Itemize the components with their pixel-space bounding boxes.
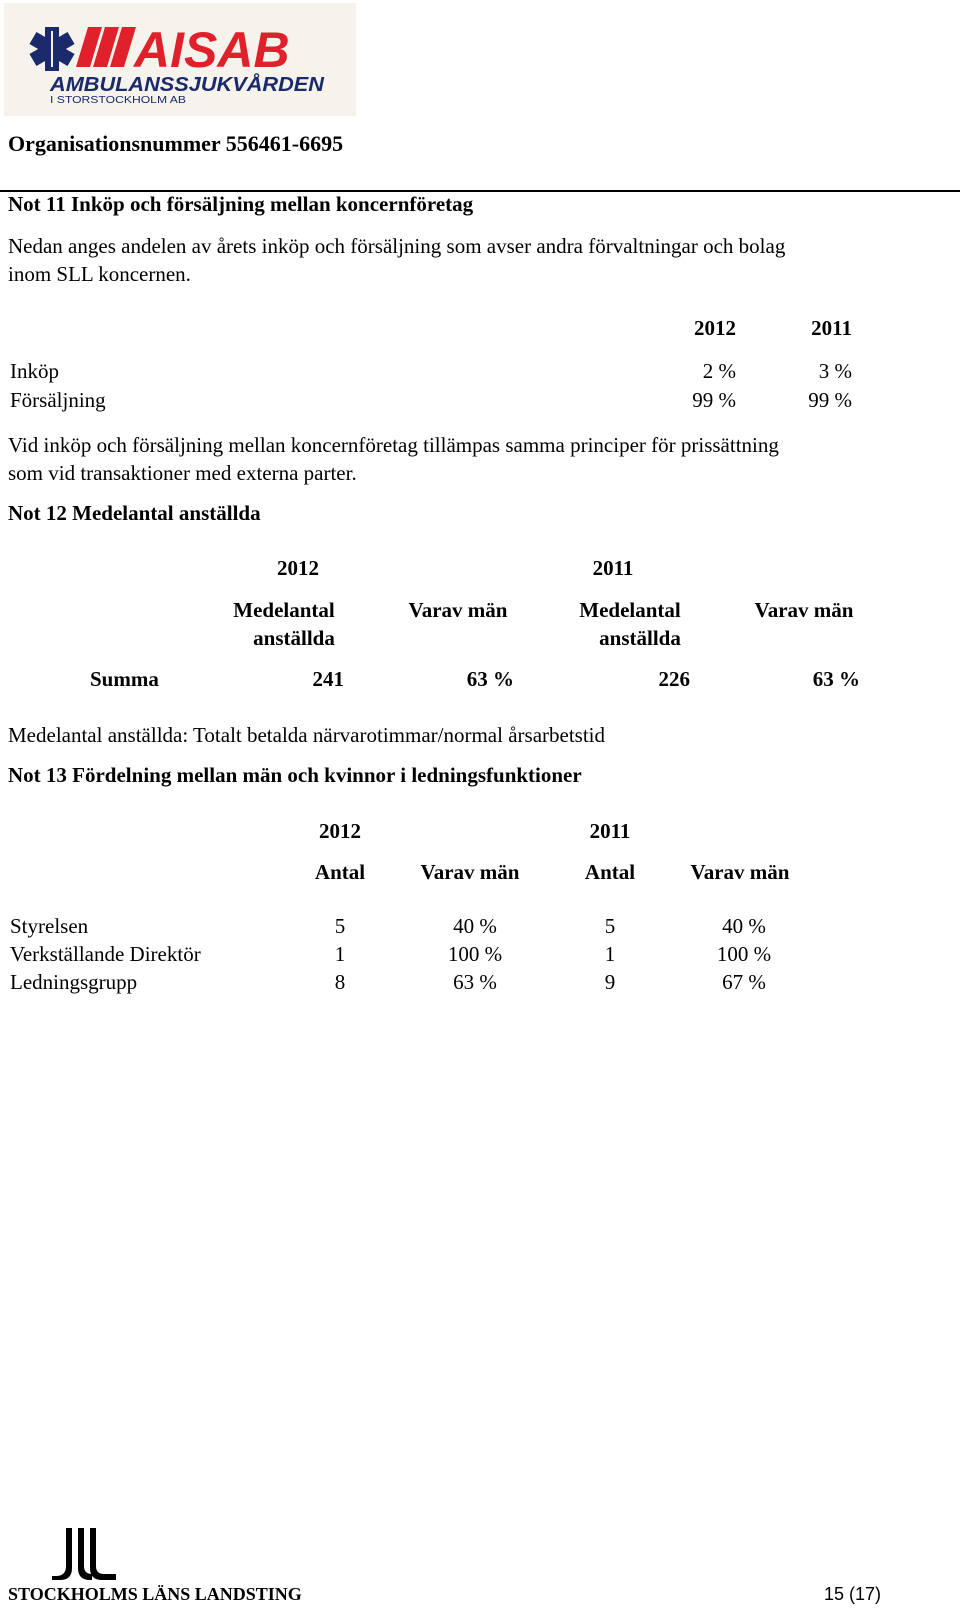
- svg-text:AMBULANSSJUKVÅRDEN: AMBULANSSJUKVÅRDEN: [50, 74, 303, 96]
- note12-sum-varav-2011: 63 %: [812, 667, 860, 691]
- note11-year-2012: 2012: [694, 316, 736, 340]
- note13-year-2011: 2011: [589, 819, 631, 843]
- note12-definition: Medelantal anställda: Totalt betalda närvarotimmar/normal årsarbetstid: [8, 723, 606, 747]
- footer-organization: STOCKHOLMS LÄNS LANDSTING: [8, 1584, 302, 1604]
- note13-row-value: 40 %: [722, 914, 766, 938]
- aisab-logo: [4, 3, 356, 116]
- note13-row-value: 100 %: [716, 942, 772, 966]
- note13-row-value: 63 %: [453, 970, 497, 994]
- note12-col-medel-2012-line2: anställda: [253, 626, 335, 650]
- org-number: Organisationsnummer 556461-6695: [8, 131, 344, 156]
- note12-sum-medel-2011: 226: [658, 667, 690, 691]
- note13-row-value: 1: [334, 942, 346, 966]
- note11-title: Not 11 Inköp och försäljning mellan koncernföretag: [8, 192, 474, 216]
- note13-col-varav-2012: Varav män: [420, 860, 520, 884]
- note11-row-label: Inköp: [10, 359, 59, 383]
- note11-row-value: 99 %: [808, 388, 852, 412]
- note13-col-antal-2011: Antal: [584, 860, 636, 884]
- note13-row-value: 8: [334, 970, 346, 994]
- note12-title: Not 12 Medelantal anställda: [8, 501, 261, 525]
- note11-row-value: 3 %: [818, 359, 852, 383]
- note13-col-antal-2012: Antal: [314, 860, 366, 884]
- note13-row-value: 5: [604, 914, 616, 938]
- note13-row-label: Verkställande Direktör: [10, 942, 201, 966]
- note11-intro-line1: Nedan anges andelen av årets inköp och försäljning som avser andra förvaltningar och bolag: [8, 234, 786, 258]
- note12-year-2012: 2012: [277, 556, 319, 580]
- note11-footer-line1: Vid inköp och försäljning mellan koncernföretag tillämpas samma principer för prissättning: [8, 433, 779, 457]
- note12-col-medel-2011: Medelantal: [579, 598, 681, 622]
- note11-footer-line2: som vid transaktioner med externa parter.: [8, 461, 357, 485]
- page-number: 15 (17): [824, 1584, 882, 1604]
- note12-col-varav-2011: Varav män: [754, 598, 854, 622]
- note13-row-value: 67 %: [722, 970, 766, 994]
- note11-year-2011: 2011: [811, 316, 852, 340]
- note12-col-medel-2011-line2: anställda: [599, 626, 681, 650]
- note13-title: Not 13 Fördelning mellan män och kvinnor i ledningsfunktioner: [8, 763, 582, 787]
- note12-sum-label: Summa: [90, 667, 159, 691]
- note12-col-medel-2012: Medelantal: [233, 598, 335, 622]
- note11-intro-line2: inom SLL koncernen.: [8, 262, 191, 286]
- note13-col-varav-2011: Varav män: [690, 860, 790, 884]
- note13-year-2012: 2012: [319, 819, 361, 843]
- aisab-logo-graphic: [4, 3, 356, 116]
- sll-logo-icon: [52, 1528, 116, 1580]
- note12-year-2011: 2011: [592, 556, 634, 580]
- svg-text:AISAB: AISAB: [134, 22, 290, 78]
- note12-sum-varav-2012: 63 %: [466, 667, 514, 691]
- note13-row-value: 5: [334, 914, 346, 938]
- note13-row-value: 40 %: [453, 914, 497, 938]
- note12-col-varav-2012: Varav män: [408, 598, 508, 622]
- note13-row-value: 9: [604, 970, 616, 994]
- note13-row-label: Styrelsen: [10, 914, 89, 938]
- svg-text:I STORSTOCKHOLM AB: I STORSTOCKHOLM AB: [50, 95, 187, 106]
- note13-row-value: 100 %: [447, 942, 503, 966]
- note13-row-value: 1: [604, 942, 616, 966]
- note11-row-value: 2 %: [702, 359, 736, 383]
- note12-sum-medel-2012: 241: [312, 667, 344, 691]
- note13-row-label: Ledningsgrupp: [10, 970, 138, 994]
- note11-row-value: 99 %: [692, 388, 736, 412]
- note11-row-label: Försäljning: [10, 388, 106, 412]
